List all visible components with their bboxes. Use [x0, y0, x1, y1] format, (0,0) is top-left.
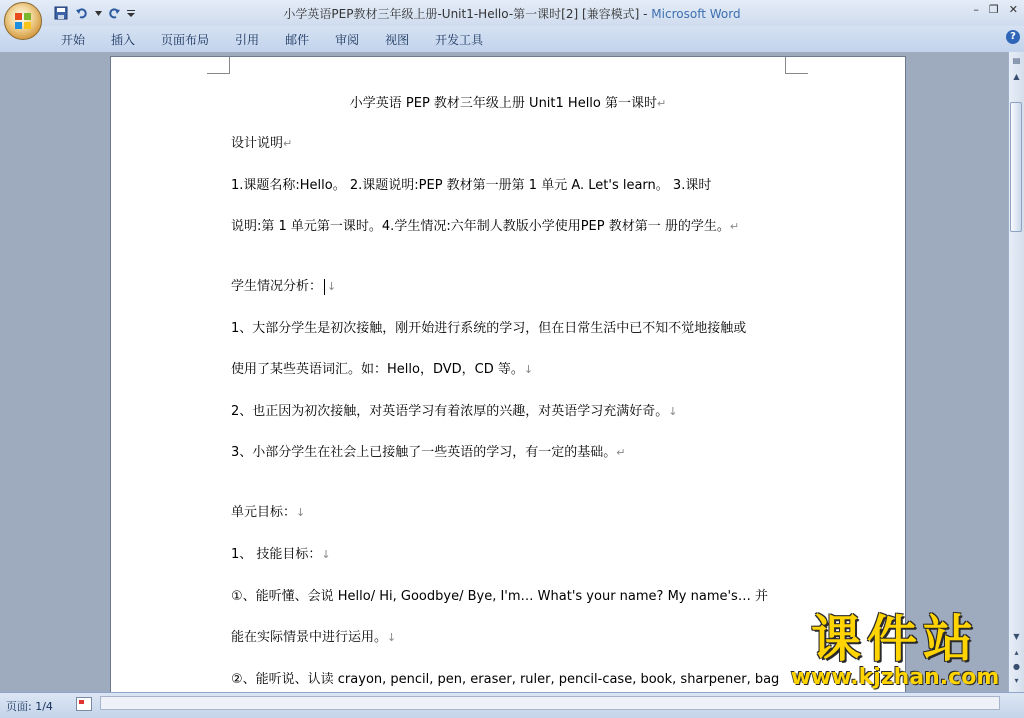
paragraph: 1.课题名称:Hello。 2.课题说明:PEP 教材第一册第 1 单元 A. Let's learn。 3.课时: [231, 178, 712, 193]
paragraph: ①、能听懂、会说 Hello/ Hi, Goodbye/ Bye, I'm… What's your name? My name's… 并: [231, 589, 768, 604]
ruler-toggle-icon[interactable]: ▤: [1012, 56, 1021, 65]
text-cursor: [324, 279, 325, 295]
paragraph: 说明:第 1 单元第一课时。4.学生情况:六年制人教版小学使用PEP 教材第一 册的学生。↵: [231, 219, 740, 234]
close-button[interactable]: ✕: [1008, 3, 1018, 16]
restore-button[interactable]: ❐: [988, 3, 999, 16]
crop-mark-right: [785, 57, 808, 74]
window-title: [0, 5, 1024, 22]
paragraph: 1、 技能目标：↓: [231, 547, 331, 562]
paragraph: 设计说明↵: [231, 136, 293, 151]
document-title: 小学英语 PEP 教材三年级上册 Unit1 Hello 第一课时↵: [349, 96, 667, 111]
document-area: [0, 52, 1008, 692]
browse-object-icon[interactable]: ●: [1013, 662, 1020, 671]
tab-review[interactable]: 审阅: [335, 33, 360, 47]
tab-mailings[interactable]: 邮件: [285, 33, 310, 47]
tab-home[interactable]: 开始: [61, 33, 86, 47]
paragraph: 1、大部分学生是初次接触，刚开始进行系统的学习，但在日常生活中已不知不觉地接触或: [231, 321, 747, 336]
paragraph: 2、也正因为初次接触，对英语学习有着浓厚的兴趣，对英语学习充满好奇。↓: [231, 404, 678, 419]
help-icon[interactable]: ?: [1006, 30, 1020, 44]
app-name: Microsoft Word: [651, 7, 741, 21]
scroll-down-icon[interactable]: ▼: [1013, 632, 1020, 641]
document-page[interactable]: [110, 56, 906, 692]
paragraph: 单元目标：↓: [231, 505, 306, 520]
paragraph: 能在实际情景中进行运用。↓: [231, 630, 397, 645]
ribbon-tabs: [48, 31, 496, 49]
ribbon-tab-bar: [0, 26, 1024, 53]
scrollbar-thumb[interactable]: [1010, 102, 1022, 232]
tab-references[interactable]: 引用: [235, 33, 260, 47]
office-button[interactable]: [4, 2, 42, 40]
watermark-text: 课件站: [811, 610, 979, 668]
watermark-logo: [770, 612, 1020, 696]
minimize-button[interactable]: –: [973, 3, 979, 16]
page-counter[interactable]: 页面: 1/4: [6, 700, 53, 713]
vertical-scrollbar[interactable]: [1008, 52, 1024, 692]
horizontal-scrollbar[interactable]: [100, 696, 1000, 710]
tab-view[interactable]: 视图: [385, 33, 410, 47]
watermark-url: www.kjzhan.com: [790, 665, 1000, 690]
tab-page-layout[interactable]: 页面布局: [161, 33, 210, 47]
paragraph: 学生情况分析： ↓: [231, 279, 337, 294]
document-title-text: 小学英语PEP教材三年级上册-Unit1-Hello-第一课时[2] [兼容模式] -: [283, 7, 652, 21]
paragraph: ②、能听说、认读 crayon, pencil, pen, eraser, ruler, pencil-case, book, sharpener, bag: [231, 672, 780, 687]
title-bar: [0, 0, 1024, 26]
window-controls: [973, 3, 1018, 16]
tab-developer[interactable]: 开发工具: [435, 33, 484, 47]
office-logo-icon: [14, 12, 32, 30]
proofing-status-icon[interactable]: [76, 697, 92, 711]
previous-page-icon[interactable]: ▴: [1014, 648, 1019, 657]
scroll-up-icon[interactable]: ▲: [1013, 72, 1020, 81]
crop-mark-left: [207, 57, 230, 74]
next-page-icon[interactable]: ▾: [1014, 676, 1019, 685]
paragraph: 使用了某些英语词汇。如：Hello，DVD，CD 等。↓: [231, 362, 534, 377]
tab-insert[interactable]: 插入: [111, 33, 136, 47]
paragraph: 3、小部分学生在社会上已接触了一些英语的学习，有一定的基础。↵: [231, 445, 626, 460]
